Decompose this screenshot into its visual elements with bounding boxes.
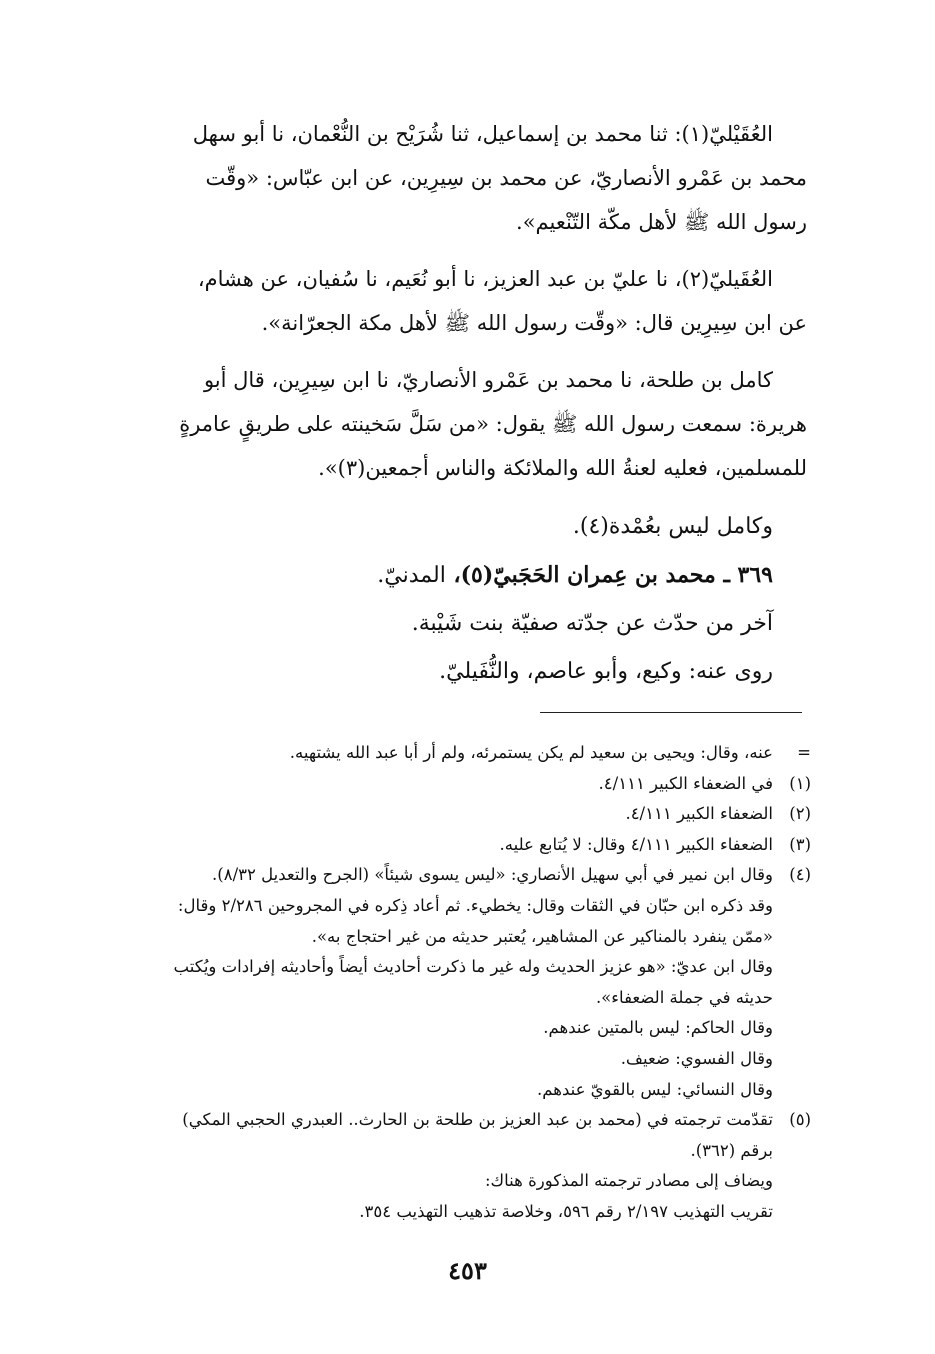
footnote-number: (١) xyxy=(789,773,811,793)
text-line-content: العُقَيليّ(٢)، نا عليّ بن عبد العزيز، نا أبو نُعَيم، نا سُفيان، عن هشام، xyxy=(197,267,773,291)
footnote-number: (٢) xyxy=(789,804,811,824)
text-line: للمسلمين، فعليه لعنةُ الله والملائكة والناس أجمعين(٣)». xyxy=(318,456,807,480)
footnote-line: وقال النسائي: ليس بالقويّ عندهم. xyxy=(537,1079,773,1099)
footnote-number: (٣) xyxy=(789,834,811,854)
footnote-separator xyxy=(540,712,802,713)
footnote-marker: = xyxy=(797,743,811,762)
paragraph-uqayli-2 xyxy=(120,257,807,345)
footnote-2 xyxy=(115,799,811,830)
footnotes xyxy=(115,738,811,1228)
text-line xyxy=(120,112,807,156)
text-line-content: العُقَيْليّ(١): ثنا محمد بن إسماعيل، ثنا شُرَيْح بن النُّعْمان، نا أبو سهل xyxy=(192,122,773,146)
entry-heading xyxy=(120,551,807,600)
footnote-line: وقال الحاكم: ليس بالمتين عندهم. xyxy=(543,1018,773,1038)
footnote-number: (٤) xyxy=(789,865,811,885)
paragraph-kamil xyxy=(120,358,807,490)
kamil-note-line: وكامل ليس بعُمْدة(٤). xyxy=(572,514,773,539)
footnote-line: تقريب التهذيب ٢/١٩٧ رقم ٥٩٦، وخلاصة تذهيب التهذيب ٣٥٤. xyxy=(359,1201,773,1221)
footnote-text: عنه، وقال: ويحيى بن سعيد لم يكن يستمرئه، ولم أر أبا عبد الله يشتهيه. xyxy=(289,743,773,762)
footnote-line: وقد ذكره ابن حبّان في الثقات وقال: يخطيء. ثم أعاد ذِكره في المجروحين ٢/٢٨٦ وقال: xyxy=(177,895,773,915)
footnote-3 xyxy=(115,830,811,861)
entry-heading-nisba: المدنيّ. xyxy=(377,563,446,588)
text-line: عن ابن سِيرِين قال: «وقّت رسول الله ﷺ لأهل مكة الجعرّانة». xyxy=(261,311,807,335)
footnote-text: الضعفاء الكبير ٤/١١١ وقال: لا يُتابع عليه. xyxy=(499,834,773,854)
footnote-text xyxy=(115,1105,773,1227)
footnote-1 xyxy=(115,769,811,800)
text-line xyxy=(120,257,807,301)
footnote-line: تقدّمت ترجمته في (محمد بن عبد العزيز بن طلحة بن الحارث.. العبدري الحجبي المكي) xyxy=(182,1110,773,1130)
text-line: هريرة: سمعت رسول الله ﷺ يقول: «من سَلَّ سَخينته على طريقٍ عامرةٍ xyxy=(179,412,807,436)
footnote-line: وقال ابن نمير في أبي سهيل الأنصاري: «ليس يسوى شيئاً» (الجرح والتعديل ٨/٣٢). xyxy=(212,865,773,885)
footnote-line: وقال ابن عديّ: «هو عزيز الحديث وله غير ما ذكرت أحاديث أيضاً وأحاديثه إفرادات ويُكتب xyxy=(173,957,773,977)
footnote-4 xyxy=(115,860,811,1105)
footnote-line: برقم (٣٦٢). xyxy=(690,1140,773,1160)
footnote-line: وقال الفسوي: ضعيف. xyxy=(620,1048,773,1068)
footnote-text xyxy=(115,860,773,1105)
footnote-continued xyxy=(115,738,811,769)
text-line: رسول الله ﷺ لأهل مكّة التّنْعيم». xyxy=(516,210,807,234)
text-line xyxy=(120,358,807,402)
footnote-text: الضعفاء الكبير ٤/١١١. xyxy=(625,804,773,824)
narrators-line: روى عنه: وكيع، وأبو عاصم، والنُّفَيليّ. xyxy=(439,659,773,684)
footnote-5 xyxy=(115,1105,811,1227)
text-line: محمد بن عَمْرو الأنصاريّ، عن محمد بن سِيرِين، عن ابن عبّاس: «وقّت xyxy=(205,166,807,190)
footnote-line: حديثه في جملة الضعفاء». xyxy=(595,987,773,1007)
last-narrator-line: آخر من حدّث عن جدّته صفيّة بنت شَيْبة. xyxy=(411,611,773,636)
main-text xyxy=(120,112,807,696)
page-number: ٤٥٣ xyxy=(448,1256,487,1285)
footnote-number: (٥) xyxy=(789,1110,811,1130)
footnote-line: «ممّن ينفرد بالمناكير عن المشاهير، يُعتبر حديثه من غير احتجاج به». xyxy=(311,926,773,946)
footnote-text: في الضعفاء الكبير ٤/١١١. xyxy=(598,773,773,793)
footnote-line: ويضاف إلى مصادر ترجمته المذكورة هناك: xyxy=(484,1171,773,1191)
text-line-content: كامل بن طلحة، نا محمد بن عَمْرو الأنصاريّ، نا ابن سِيرِين، قال أبو xyxy=(203,368,773,392)
entry-heading-title: ٣٦٩ ـ محمد بن عِمران الحَجَبيّ(٥)، xyxy=(453,562,773,588)
paragraph-uqayli-1 xyxy=(120,112,807,244)
